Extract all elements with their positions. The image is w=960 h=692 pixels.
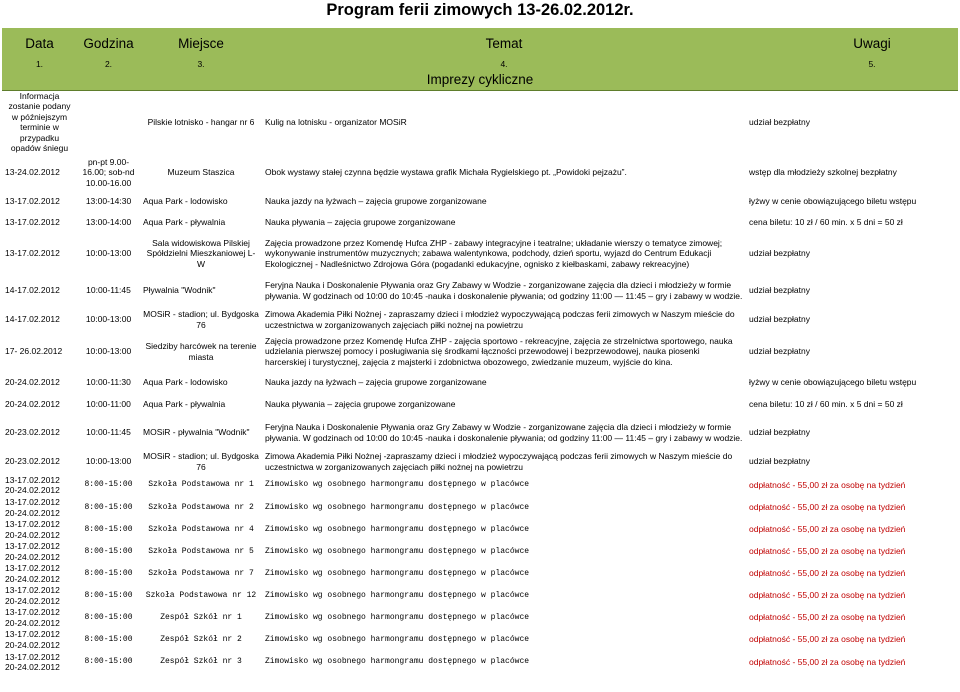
time-cell: 10:00-13:00: [85, 314, 132, 325]
place-cell: Pływalnia "Wodnik": [143, 285, 216, 296]
notes-cell: odpłatność - 55,00 zł za osobę na tydzień: [749, 568, 906, 579]
notes-cell: udział bezpłatny: [749, 117, 810, 128]
date-cell: 13-17.02.2012 20-24.02.2012: [5, 519, 60, 540]
time-cell: 8:00-15:00: [84, 480, 133, 490]
topic-cell: Zimowisko wg osobnego harmongramu dostępnego w placówce: [265, 634, 530, 644]
date-cell: 13-17.02.2012 20-24.02.2012: [5, 563, 60, 584]
date-cell: 13-17.02.2012 20-24.02.2012: [5, 629, 60, 650]
date-cell: 13-17.02.2012 20-24.02.2012: [5, 607, 60, 628]
topic-cell: Nauka jazdy na łyżwach – zajęcia grupowe zorganizowane: [265, 377, 487, 388]
topic-cell: Nauka jazdy na łyżwach – zajęcia grupowe zorganizowane: [265, 196, 487, 207]
notes-cell: udział bezpłatny: [749, 346, 810, 357]
page-title: Program ferii zimowych 13-26.02.2012r.: [326, 1, 634, 19]
section-band: Imprezy cykliczne: [2, 70, 958, 91]
time-cell: 8:00-15:00: [84, 590, 133, 600]
time-cell: 8:00-15:00: [84, 634, 133, 644]
table-row: [2, 519, 958, 541]
table-row: [2, 212, 958, 234]
topic-cell: Zimowisko wg osobnego harmongramu dostępnego w placówce: [265, 657, 530, 667]
table-row: [2, 234, 958, 274]
time-cell: 10:00-11:30: [86, 377, 131, 388]
place-cell: Sala widowiskowa Pilskiej Spółdzielni Mieszkaniowej L-W: [146, 238, 256, 269]
notes-cell: odpłatność - 55,00 zł za osobę na tydzień: [749, 612, 906, 623]
topic-cell: Zimowisko wg osobnego harmongramu dostępnego w placówce: [265, 546, 530, 556]
notes-cell: odpłatność - 55,00 zł za osobę na tydzień: [749, 479, 906, 490]
date-cell: 20-24.02.2012: [5, 377, 60, 388]
place-cell: MOSiR - stadion; ul. Bydgoska 76: [143, 309, 259, 330]
place-cell: MOSiR - stadion; ul. Bydgoska 76: [143, 451, 259, 472]
time-cell: 13:00-14:30: [85, 196, 132, 207]
date-cell: 13-17.02.2012 20-24.02.2012: [5, 497, 60, 518]
place-cell: Aqua Park - pływalnia: [143, 217, 226, 228]
time-cell: 8:00-15:00: [84, 612, 133, 622]
date-cell: 13-17.02.2012 20-24.02.2012: [5, 651, 60, 673]
date-cell: 14-17.02.2012: [5, 314, 60, 325]
table-row: [2, 308, 958, 332]
header-place: Miejsce: [140, 28, 262, 58]
col-number-1: 1.: [2, 58, 77, 70]
table-row: [2, 154, 958, 192]
table-row: [2, 563, 958, 585]
table-row: [2, 394, 958, 416]
table-row: [2, 629, 958, 651]
time-cell: 10:00-11:45: [86, 285, 131, 296]
table-row: [2, 651, 958, 674]
time-cell: pn-pt 9.00-16.00; sob-nd 10.00-16.00: [82, 157, 135, 188]
topic-cell: Feryjna Nauka i Doskonalenie Pływania oraz Gry Zabawy w Wodzie - zorganizowane zajęcia dla dzieci i młodzieży w formie pływania. W godzinach od 10:00 do 10:45 -nauka i doskonalenie pływania; od godziny 11:00 — 11:45 – gry i zabawy w wodzie.: [265, 422, 743, 443]
table-row: [2, 585, 958, 607]
place-cell: Siedziby harcówek na terenie miasta: [145, 341, 257, 362]
place-cell: Szkoła Podstawowa nr 12: [145, 590, 257, 600]
time-cell: 8:00-15:00: [84, 546, 133, 556]
table-row: [2, 332, 958, 372]
notes-cell: cena biletu: 10 zł / 60 min. x 5 dni = 50 zł: [749, 399, 903, 410]
time-cell: 10:00-13:00: [85, 346, 132, 357]
date-cell: 13-17.02.2012 20-24.02.2012: [5, 474, 60, 496]
place-cell: Aqua Park - lodowisko: [143, 196, 228, 207]
place-cell: Aqua Park - pływalnia: [143, 399, 226, 410]
place-cell: Szkoła Podstawowa nr 1: [148, 480, 254, 490]
time-cell: 10:00-13:00: [85, 456, 132, 467]
notes-cell: odpłatność - 55,00 zł za osobę na tydzień: [749, 502, 906, 513]
place-cell: Aqua Park - lodowisko: [143, 377, 228, 388]
topic-cell: Zimowisko wg osobnego harmongramu dostępnego w placówce: [265, 480, 530, 490]
header-notes: Uwagi: [746, 28, 958, 58]
table-row: [2, 474, 958, 497]
topic-cell: Nauka pływania – zajęcia grupowe zorganizowane: [265, 399, 456, 410]
place-cell: Zespół Szkół nr 2: [160, 634, 242, 644]
date-cell: 13-24.02.2012: [5, 167, 60, 178]
topic-cell: Zimowa Akademia Piłki Nożnej -zapraszamy dzieci i młodzież wypoczywającą podczas ferii zimowych w Naszym mieście do uczestnictwa w zorganizowanych zajęciach piłki nożnej na powietrzu: [265, 451, 733, 472]
header-date: Data: [2, 28, 77, 58]
table-row: [2, 372, 958, 394]
date-cell: 13-17.02.2012: [5, 196, 60, 207]
date-cell: 17- 26.02.2012: [5, 346, 63, 357]
notes-cell: wstęp dla młodzieży szkolnej bezpłatny: [749, 167, 897, 178]
date-cell: 20-23.02.2012: [5, 456, 60, 467]
table-row: [2, 416, 958, 450]
time-cell: 8:00-15:00: [84, 502, 133, 512]
date-cell: 13-17.02.2012 20-24.02.2012: [5, 541, 60, 562]
col-number-5: 5.: [746, 58, 958, 70]
topic-cell: Zajęcia prowadzone przez Komendę Hufca ZHP - zajęcia sportowo - rekreacyjne, zajęcia ze strzelnictwa sportowego, nauka udzielania pierwszej pomocy i posługiwania się środkami łączności przewodowej i bezprzewodowej, nauka piosenki harcerskiej i turystycznej, zajęcia z majsterki i zdobnictwa obozowego, zwiedzanie muzeum, wyjście do kina.: [265, 336, 733, 367]
date-cell: 20-23.02.2012: [5, 427, 60, 438]
place-cell: Szkoła Podstawowa nr 5: [148, 546, 254, 556]
topic-cell: Nauka pływania – zajęcia grupowe zorganizowane: [265, 217, 456, 228]
topic-cell: Obok wystawy stałej czynna będzie wystawa grafik Michała Rygielskiego pt. „Powidoki pejzażu”.: [265, 167, 627, 178]
notes-cell: odpłatność - 55,00 zł za osobę na tydzień: [749, 634, 906, 645]
header-row: [2, 28, 958, 58]
time-cell: 13:00-14:00: [85, 217, 132, 228]
col-number-3: 3.: [140, 58, 262, 70]
table-row: [2, 91, 958, 154]
topic-cell: Zimowisko wg osobnego harmongramu dostępnego w placówce: [265, 502, 530, 512]
notes-cell: udział bezpłatny: [749, 456, 810, 467]
topic-cell: Zimowisko wg osobnego harmongramu dostępnego w placówce: [265, 590, 530, 600]
time-cell: 10:00-11:45: [86, 427, 131, 438]
col-number-2: 2.: [77, 58, 140, 70]
topic-cell: Zimowisko wg osobnego harmongramu dostępnego w placówce: [265, 568, 530, 578]
topic-cell: Zajęcia prowadzone przez Komendę Hufca ZHP - zabawy integracyjne i teatralne; układanie wierszy o tematyce zimowej; wykonywanie instrumentów muzycznych; zabawa walentynkowa, podchody, dzień sportu, wyjazd do Centrum Edukacji Ekologicznej - Nadleśnictwo Zdrojowa Góra (pogadanki edukacyjne, ognisko z kiełbaskami, zabawy rekreacyjne): [265, 238, 723, 269]
date-cell: 14-17.02.2012: [5, 285, 60, 296]
header-time: Godzina: [77, 28, 140, 58]
table-row: [2, 192, 958, 212]
table-row: [2, 541, 958, 563]
table-row: [2, 450, 958, 474]
schedule-table: [2, 28, 958, 674]
topic-cell: Zimowisko wg osobnego harmongramu dostępnego w placówce: [265, 612, 530, 622]
col-number-4: 4.: [262, 58, 746, 70]
notes-cell: łyżwy w cenie obowiązującego biletu wstępu: [749, 377, 917, 388]
date-cell: 13-17.02.2012: [5, 217, 60, 228]
notes-cell: udział bezpłatny: [749, 285, 810, 296]
place-cell: Szkoła Podstawowa nr 4: [148, 524, 254, 534]
table-row: [2, 607, 958, 629]
place-cell: Zespół Szkół nr 3: [160, 657, 242, 667]
date-cell: 13-17.02.2012 20-24.02.2012: [5, 585, 60, 606]
date-cell: 13-17.02.2012: [5, 248, 60, 259]
section-band-row: [2, 70, 958, 91]
topic-cell: Zimowisko wg osobnego harmongramu dostępnego w placówce: [265, 524, 530, 534]
time-cell: [77, 91, 140, 154]
topic-cell: Zimowa Akademia Piłki Nożnej - zapraszamy dzieci i młodzież wypoczywającą podczas ferii zimowych w Naszym mieście do uczestnictwa w zorganizowanych zajęciach piłki nożnej na powietrzu: [265, 309, 735, 330]
table-row: [2, 497, 958, 519]
notes-cell: udział bezpłatny: [749, 248, 810, 259]
place-cell: Zespół Szkół nr 1: [160, 612, 242, 622]
time-cell: 8:00-15:00: [84, 524, 133, 534]
notes-cell: udział bezpłatny: [749, 314, 810, 325]
column-numbers-row: [2, 58, 958, 70]
notes-cell: odpłatność - 55,00 zł za osobę na tydzień: [749, 524, 906, 535]
header-topic: Temat: [262, 28, 746, 58]
date-cell: Informacja zostanie podany w późniejszym terminie w przypadku opadów śniegu: [8, 91, 71, 154]
table-row: [2, 274, 958, 308]
time-cell: 10:00-13:00: [85, 248, 132, 259]
topic-cell: Kulig na lotnisku - organizator MOSiR: [265, 117, 407, 128]
date-cell: 20-24.02.2012: [5, 399, 60, 410]
notes-cell: cena biletu: 10 zł / 60 min. x 5 dni = 50 zł: [749, 217, 903, 228]
place-cell: Szkoła Podstawowa nr 7: [148, 568, 254, 578]
notes-cell: odpłatność - 55,00 zł za osobę na tydzień: [749, 590, 906, 601]
time-cell: 10:00-11:00: [86, 399, 131, 410]
notes-cell: udział bezpłatny: [749, 427, 810, 438]
place-cell: Szkoła Podstawowa nr 2: [148, 502, 254, 512]
topic-cell: Feryjna Nauka i Doskonalenie Pływania oraz Gry Zabawy w Wodzie - zorganizowane zajęcia dla dzieci i młodzieży w formie pływania. W godzinach od 10:00 do 10:45 -nauka i doskonalenie pływania; od godziny 11:00 — 11:45 – gry i zabawy w wodzie.: [265, 280, 743, 301]
place-cell: Muzeum Staszica: [167, 167, 235, 178]
notes-cell: odpłatność - 55,00 zł za osobę na tydzień: [749, 656, 906, 667]
notes-cell: łyżwy w cenie obowiązującego biletu wstępu: [749, 196, 917, 207]
place-cell: MOSiR - pływalnia "Wodnik": [143, 427, 250, 438]
place-cell: Pilskie lotnisko - hangar nr 6: [147, 117, 255, 128]
time-cell: 8:00-15:00: [84, 568, 133, 578]
time-cell: 8:00-15:00: [84, 657, 133, 667]
notes-cell: odpłatność - 55,00 zł za osobę na tydzień: [749, 546, 906, 557]
